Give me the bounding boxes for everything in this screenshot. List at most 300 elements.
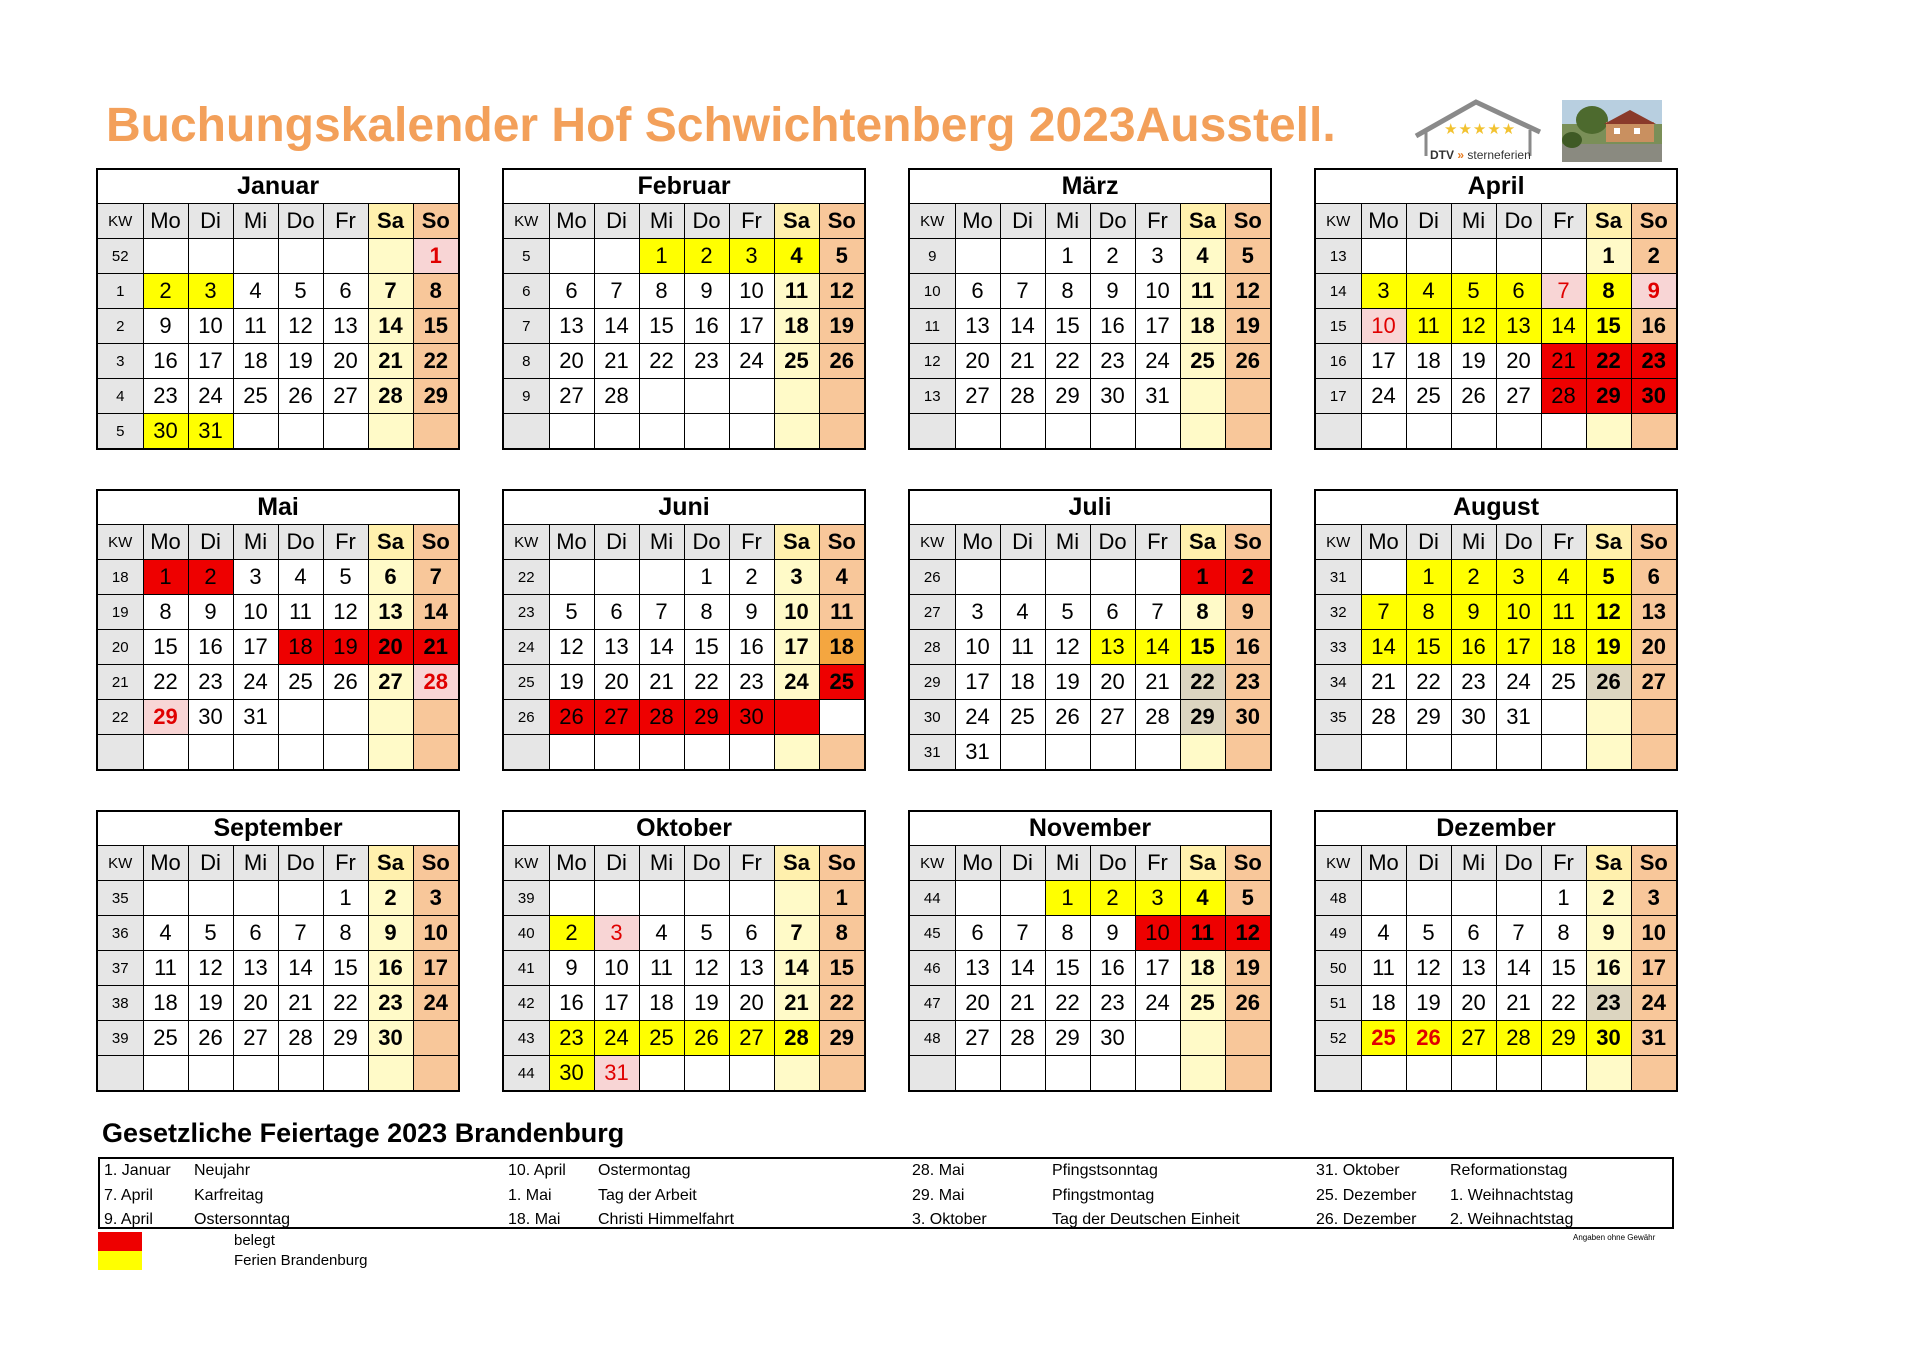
week-number: 26 — [503, 700, 549, 735]
week-number: 14 — [1315, 274, 1361, 309]
day-cell: 16 — [549, 986, 594, 1021]
week-number — [97, 735, 143, 771]
day-cell — [1451, 881, 1496, 916]
week-number: 42 — [503, 986, 549, 1021]
holiday-row — [104, 1184, 290, 1209]
holiday-row — [912, 1159, 1240, 1184]
day-cell — [774, 735, 819, 771]
holiday-date: 29. Mai — [912, 1186, 965, 1204]
day-cell: 7 — [1000, 916, 1045, 951]
day-cell: 25 — [819, 665, 865, 700]
day-cell: 11 — [774, 274, 819, 309]
week-row — [909, 560, 1271, 595]
day-cell: 8 — [1541, 916, 1586, 951]
weekday-header: So — [413, 846, 459, 881]
day-cell — [278, 700, 323, 735]
day-cell — [1180, 1021, 1225, 1056]
day-cell: 30 — [1451, 700, 1496, 735]
weekday-header: Do — [1496, 846, 1541, 881]
weekday-header: Fr — [729, 204, 774, 239]
month-juli — [908, 489, 1270, 777]
week-row — [909, 1056, 1271, 1092]
day-cell: 8 — [1586, 274, 1631, 309]
day-cell: 22 — [639, 344, 684, 379]
day-cell: 21 — [413, 630, 459, 665]
week-row — [97, 881, 459, 916]
day-cell: 5 — [1586, 560, 1631, 595]
day-cell — [323, 414, 368, 450]
day-cell: 16 — [143, 344, 188, 379]
day-cell: 28 — [368, 379, 413, 414]
day-cell — [549, 414, 594, 450]
day-cell — [639, 414, 684, 450]
week-number: 36 — [97, 916, 143, 951]
day-cell: 1 — [684, 560, 729, 595]
day-cell: 17 — [233, 630, 278, 665]
day-cell — [323, 700, 368, 735]
month-februar — [502, 168, 864, 456]
holiday-date: 9. April — [104, 1211, 153, 1228]
week-row — [1315, 916, 1677, 951]
day-cell: 20 — [233, 986, 278, 1021]
day-cell: 7 — [639, 595, 684, 630]
weekday-header: Do — [1090, 846, 1135, 881]
day-cell: 10 — [1135, 916, 1180, 951]
day-cell: 21 — [1541, 344, 1586, 379]
week-row — [503, 1021, 865, 1056]
weekday-header: Mo — [143, 846, 188, 881]
holiday-column — [1316, 1159, 1573, 1233]
day-cell: 9 — [549, 951, 594, 986]
week-number: 13 — [909, 379, 955, 414]
day-cell — [1406, 881, 1451, 916]
day-cell: 24 — [1631, 986, 1677, 1021]
weekday-header: Fr — [1541, 204, 1586, 239]
day-cell: 27 — [1090, 700, 1135, 735]
day-cell: 16 — [1631, 309, 1677, 344]
day-cell — [1225, 1056, 1271, 1092]
holiday-row — [912, 1184, 1240, 1209]
weekday-header: Sa — [1586, 525, 1631, 560]
day-cell — [1361, 881, 1406, 916]
day-cell: 17 — [1496, 630, 1541, 665]
week-row — [909, 595, 1271, 630]
day-cell: 9 — [188, 595, 233, 630]
day-cell: 21 — [1496, 986, 1541, 1021]
day-cell: 3 — [1135, 881, 1180, 916]
day-cell: 1 — [1045, 881, 1090, 916]
day-cell: 7 — [774, 916, 819, 951]
day-cell: 15 — [1406, 630, 1451, 665]
day-cell: 2 — [1586, 881, 1631, 916]
day-cell: 18 — [1180, 309, 1225, 344]
kw-header: KW — [97, 525, 143, 560]
day-cell: 24 — [955, 700, 1000, 735]
weekday-header: So — [1225, 525, 1271, 560]
week-row — [1315, 665, 1677, 700]
day-cell: 6 — [549, 274, 594, 309]
weekday-header: Di — [1000, 204, 1045, 239]
day-cell — [413, 1021, 459, 1056]
day-cell: 9 — [1090, 274, 1135, 309]
week-number: 31 — [1315, 560, 1361, 595]
day-cell: 27 — [955, 1021, 1000, 1056]
day-cell: 13 — [1451, 951, 1496, 986]
day-cell — [1045, 560, 1090, 595]
weekday-header: Mo — [549, 204, 594, 239]
disclaimer: Angaben ohne Gewähr — [1573, 1233, 1656, 1242]
day-cell: 8 — [1045, 916, 1090, 951]
day-cell: 25 — [1180, 344, 1225, 379]
day-cell: 30 — [188, 700, 233, 735]
week-row — [97, 414, 459, 450]
day-cell: 21 — [1361, 665, 1406, 700]
day-cell: 10 — [233, 595, 278, 630]
holiday-row — [104, 1208, 290, 1233]
week-number: 1 — [97, 274, 143, 309]
weekday-header: So — [1225, 846, 1271, 881]
day-cell — [549, 881, 594, 916]
week-row — [1315, 630, 1677, 665]
day-cell: 2 — [729, 560, 774, 595]
kw-header: KW — [909, 204, 955, 239]
day-cell: 2 — [143, 274, 188, 309]
kw-header: KW — [1315, 204, 1361, 239]
weekday-header: Mi — [233, 846, 278, 881]
day-cell: 13 — [955, 951, 1000, 986]
day-cell: 26 — [188, 1021, 233, 1056]
week-row — [97, 1056, 459, 1092]
day-cell — [368, 414, 413, 450]
week-number: 40 — [503, 916, 549, 951]
day-cell: 22 — [413, 344, 459, 379]
week-row — [909, 916, 1271, 951]
day-cell — [549, 239, 594, 274]
weekday-header: Mi — [233, 525, 278, 560]
day-cell: 3 — [1361, 274, 1406, 309]
day-cell: 22 — [1406, 665, 1451, 700]
day-cell: 17 — [774, 630, 819, 665]
week-number: 28 — [909, 630, 955, 665]
month-name: Februar — [503, 169, 865, 204]
dtv-sub: sterneferien — [1467, 148, 1531, 162]
week-number: 30 — [909, 700, 955, 735]
day-cell: 22 — [1541, 986, 1586, 1021]
holiday-row — [508, 1184, 734, 1209]
month-name: Juni — [503, 490, 865, 525]
week-row — [503, 560, 865, 595]
day-cell — [188, 1056, 233, 1092]
week-row — [97, 916, 459, 951]
weekday-header: Di — [594, 846, 639, 881]
day-cell — [1225, 414, 1271, 450]
day-cell: 7 — [594, 274, 639, 309]
day-cell: 1 — [413, 239, 459, 274]
day-cell — [594, 735, 639, 771]
week-row — [97, 630, 459, 665]
day-cell — [639, 881, 684, 916]
weekday-header: So — [1631, 204, 1677, 239]
day-cell — [413, 1056, 459, 1092]
day-cell: 29 — [1586, 379, 1631, 414]
week-row — [97, 1021, 459, 1056]
day-cell: 26 — [323, 665, 368, 700]
day-cell: 5 — [278, 274, 323, 309]
week-number: 45 — [909, 916, 955, 951]
day-cell: 25 — [1361, 1021, 1406, 1056]
day-cell — [1496, 414, 1541, 450]
day-cell: 6 — [323, 274, 368, 309]
legend-label-ferien: Ferien Brandenburg — [234, 1252, 368, 1269]
day-cell — [323, 1056, 368, 1092]
day-cell: 2 — [1090, 239, 1135, 274]
day-cell: 4 — [143, 916, 188, 951]
day-cell: 18 — [278, 630, 323, 665]
day-cell: 10 — [413, 916, 459, 951]
day-cell — [1225, 735, 1271, 771]
day-cell: 2 — [368, 881, 413, 916]
day-cell: 8 — [1180, 595, 1225, 630]
week-row — [1315, 414, 1677, 450]
day-cell: 14 — [1361, 630, 1406, 665]
weekday-header: Do — [278, 846, 323, 881]
week-row — [97, 344, 459, 379]
day-cell: 11 — [233, 309, 278, 344]
day-cell: 16 — [368, 951, 413, 986]
day-cell: 13 — [594, 630, 639, 665]
holiday-name: 2. Weihnachtstag — [1450, 1211, 1574, 1228]
day-cell — [278, 1056, 323, 1092]
day-cell — [1180, 1056, 1225, 1092]
holiday-row — [1316, 1159, 1573, 1184]
day-cell: 13 — [1090, 630, 1135, 665]
kw-header: KW — [1315, 525, 1361, 560]
day-cell: 17 — [1631, 951, 1677, 986]
month-name: Oktober — [503, 811, 865, 846]
day-cell: 23 — [684, 344, 729, 379]
day-cell: 12 — [1451, 309, 1496, 344]
day-cell — [774, 1056, 819, 1092]
holiday-name: Tag der Deutschen Einheit — [1052, 1211, 1240, 1228]
day-cell — [1135, 1021, 1180, 1056]
weekday-header: Sa — [368, 525, 413, 560]
day-cell: 2 — [1631, 239, 1677, 274]
month-name: November — [909, 811, 1271, 846]
weekday-header: Mo — [1361, 204, 1406, 239]
day-cell: 7 — [278, 916, 323, 951]
day-cell: 4 — [1000, 595, 1045, 630]
week-row — [1315, 274, 1677, 309]
day-cell: 19 — [278, 344, 323, 379]
day-cell — [1586, 700, 1631, 735]
day-cell: 28 — [774, 1021, 819, 1056]
day-cell: 22 — [323, 986, 368, 1021]
day-cell: 5 — [1225, 239, 1271, 274]
day-cell: 3 — [1631, 881, 1677, 916]
day-cell — [1631, 1056, 1677, 1092]
day-cell: 26 — [278, 379, 323, 414]
weekday-header: Mo — [143, 204, 188, 239]
day-cell: 27 — [729, 1021, 774, 1056]
day-cell: 12 — [1045, 630, 1090, 665]
day-cell: 27 — [1631, 665, 1677, 700]
week-number: 22 — [503, 560, 549, 595]
day-cell: 8 — [639, 274, 684, 309]
day-cell: 27 — [549, 379, 594, 414]
day-cell — [368, 239, 413, 274]
day-cell: 24 — [774, 665, 819, 700]
day-cell: 15 — [1180, 630, 1225, 665]
day-cell — [819, 414, 865, 450]
holiday-date: 10. April — [508, 1162, 566, 1179]
day-cell: 20 — [1090, 665, 1135, 700]
day-cell: 5 — [1225, 881, 1271, 916]
holiday-column — [508, 1159, 734, 1233]
month-name: Mai — [97, 490, 459, 525]
legend-label-belegt: belegt — [234, 1232, 275, 1249]
weekday-header: Do — [1496, 204, 1541, 239]
day-cell: 9 — [1631, 274, 1677, 309]
day-cell: 21 — [594, 344, 639, 379]
day-cell: 20 — [1496, 344, 1541, 379]
week-number — [909, 414, 955, 450]
day-cell: 31 — [955, 735, 1000, 771]
day-cell: 21 — [1000, 986, 1045, 1021]
week-row — [503, 951, 865, 986]
day-cell — [1451, 414, 1496, 450]
day-cell — [143, 881, 188, 916]
week-number: 27 — [909, 595, 955, 630]
day-cell: 12 — [1586, 595, 1631, 630]
day-cell — [1361, 735, 1406, 771]
day-cell: 16 — [1586, 951, 1631, 986]
day-cell — [1180, 379, 1225, 414]
day-cell: 30 — [1631, 379, 1677, 414]
day-cell: 1 — [1180, 560, 1225, 595]
week-row — [503, 414, 865, 450]
month-november — [908, 810, 1270, 1098]
day-cell: 19 — [1045, 665, 1090, 700]
day-cell: 4 — [1180, 239, 1225, 274]
week-number — [97, 1056, 143, 1092]
month-name: Januar — [97, 169, 459, 204]
month-name: August — [1315, 490, 1677, 525]
day-cell — [233, 881, 278, 916]
weekday-header: Di — [1406, 204, 1451, 239]
day-cell: 9 — [368, 916, 413, 951]
weekday-header: Mi — [1451, 846, 1496, 881]
day-cell: 13 — [955, 309, 1000, 344]
day-cell: 12 — [278, 309, 323, 344]
day-cell: 1 — [1045, 239, 1090, 274]
day-cell: 11 — [639, 951, 684, 986]
day-cell: 15 — [1045, 309, 1090, 344]
month-mai — [96, 489, 458, 777]
day-cell: 17 — [413, 951, 459, 986]
day-cell: 31 — [594, 1056, 639, 1092]
day-cell: 1 — [1586, 239, 1631, 274]
weekday-header: Sa — [1180, 846, 1225, 881]
day-cell: 11 — [1180, 274, 1225, 309]
month-august — [1314, 489, 1676, 777]
day-cell: 7 — [413, 560, 459, 595]
day-cell — [1361, 1056, 1406, 1092]
week-row — [1315, 951, 1677, 986]
day-cell — [729, 379, 774, 414]
week-row — [97, 239, 459, 274]
week-number: 23 — [503, 595, 549, 630]
week-row — [503, 735, 865, 771]
day-cell: 23 — [1225, 665, 1271, 700]
day-cell: 3 — [413, 881, 459, 916]
week-number: 22 — [97, 700, 143, 735]
holiday-date: 25. Dezember — [1316, 1186, 1417, 1204]
day-cell — [819, 1056, 865, 1092]
day-cell: 7 — [368, 274, 413, 309]
week-number: 18 — [97, 560, 143, 595]
weekday-header: Fr — [1135, 846, 1180, 881]
day-cell — [1361, 239, 1406, 274]
week-number: 19 — [97, 595, 143, 630]
day-cell — [594, 239, 639, 274]
holiday-date: 28. Mai — [912, 1162, 965, 1179]
day-cell: 29 — [1045, 1021, 1090, 1056]
weekday-header: Sa — [368, 846, 413, 881]
week-row — [97, 274, 459, 309]
holiday-name: Pfingstsonntag — [1052, 1162, 1158, 1179]
day-cell: 11 — [1361, 951, 1406, 986]
weekday-header: Sa — [1586, 204, 1631, 239]
day-cell — [594, 560, 639, 595]
day-cell: 24 — [1135, 344, 1180, 379]
kw-header: KW — [1315, 846, 1361, 881]
day-cell — [639, 1056, 684, 1092]
day-cell: 13 — [368, 595, 413, 630]
week-row — [503, 344, 865, 379]
day-cell: 1 — [1541, 881, 1586, 916]
day-cell: 15 — [1045, 951, 1090, 986]
day-cell: 17 — [188, 344, 233, 379]
day-cell — [1496, 735, 1541, 771]
month-juni — [502, 489, 864, 777]
kw-header: KW — [503, 204, 549, 239]
weekday-header: Mi — [1451, 525, 1496, 560]
day-cell: 12 — [1406, 951, 1451, 986]
day-cell: 10 — [729, 274, 774, 309]
day-cell — [729, 881, 774, 916]
day-cell: 8 — [143, 595, 188, 630]
day-cell: 15 — [1586, 309, 1631, 344]
day-cell — [143, 735, 188, 771]
double-chevron-icon: » — [1457, 148, 1465, 162]
day-cell — [1451, 735, 1496, 771]
day-cell: 11 — [1180, 916, 1225, 951]
week-number: 39 — [503, 881, 549, 916]
week-row — [909, 951, 1271, 986]
week-row — [1315, 986, 1677, 1021]
dtv-brand: DTV — [1430, 148, 1454, 162]
kw-header: KW — [97, 204, 143, 239]
day-cell: 13 — [1496, 309, 1541, 344]
day-cell: 18 — [1361, 986, 1406, 1021]
week-number: 39 — [97, 1021, 143, 1056]
week-row — [909, 379, 1271, 414]
day-cell — [278, 881, 323, 916]
week-row — [909, 986, 1271, 1021]
day-cell: 28 — [1000, 379, 1045, 414]
day-cell — [1586, 1056, 1631, 1092]
day-cell: 5 — [1406, 916, 1451, 951]
